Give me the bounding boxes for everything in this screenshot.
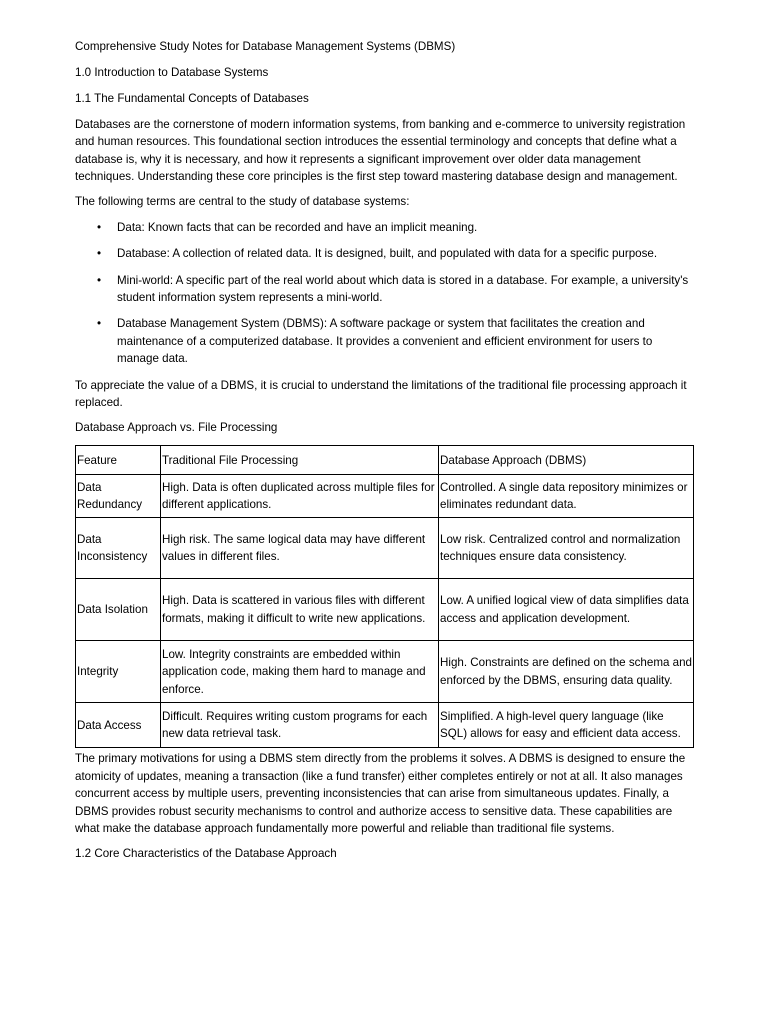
term-database: Database: A collection of related data. It is designed, built, and populated with data for a specific purpose.: [117, 247, 658, 261]
table-cell-feature: Data Inconsistency: [76, 518, 161, 579]
bullet-icon: •: [97, 247, 102, 261]
table-row: [76, 475, 694, 518]
term-data: Data: Known facts that can be recorded and have an implicit meaning.: [117, 220, 478, 234]
table-cell-dbms: High. Constraints are defined on the schema and enforced by the DBMS, ensuring data quality.: [439, 641, 694, 703]
term-dbms: Database Management System (DBMS): A software package or system that facilitates the creation and maintenance of a computerized database. It provides a convenient and efficient environment for users to manage data.: [117, 317, 653, 366]
table-header-row: [76, 446, 694, 475]
list-item: [75, 315, 695, 367]
section-heading-1-0: 1.0 Introduction to Database Systems: [75, 65, 269, 79]
section-heading-1-2: 1.2 Core Characteristics of the Database Approach: [75, 847, 337, 861]
table-row: [76, 703, 694, 748]
header-feature: Feature: [76, 446, 161, 475]
table-cell-file: High. Data is often duplicated across multiple files for different applications.: [161, 475, 439, 518]
header-database-approach: Database Approach (DBMS): [439, 446, 694, 475]
table-cell-dbms: Controlled. A single data repository minimizes or eliminates redundant data.: [439, 475, 694, 518]
table-row: [76, 579, 694, 641]
table-cell-file: High risk. The same logical data may have different values in different files.: [161, 518, 439, 579]
table-cell-feature: Data Redundancy: [76, 475, 161, 518]
table-cell-file: Low. Integrity constraints are embedded within application code, making them hard to manage and enforce.: [161, 641, 439, 703]
table-cell-file: Difficult. Requires writing custom programs for each new data retrieval task.: [161, 703, 439, 748]
comparison-table: [75, 445, 694, 748]
document-page: [75, 38, 695, 871]
table-cell-feature: Integrity: [76, 641, 161, 703]
transition-paragraph: To appreciate the value of a DBMS, it is crucial to understand the limitations of the traditional file processing approach it replaced.: [75, 378, 687, 409]
table-cell-dbms: Low risk. Centralized control and normalization techniques ensure data consistency.: [439, 518, 694, 579]
terms-list: [75, 219, 695, 368]
term-mini-world: Mini-world: A specific part of the real world about which data is stored in a database. For example, a university's student information system represents a mini-world.: [117, 273, 689, 304]
table-row: [76, 518, 694, 579]
table-caption: Database Approach vs. File Processing: [75, 421, 278, 435]
section-heading-1-1: 1.1 The Fundamental Concepts of Databases: [75, 91, 309, 105]
table-cell-dbms: Simplified. A high-level query language (like SQL) allows for easy and efficient data access.: [439, 703, 694, 748]
list-item: [75, 219, 695, 236]
intro-paragraph: Databases are the cornerstone of modern information systems, from banking and e-commerce to university registration and human resources. This foundational section introduces the essential terminology and concepts that define what a database is, why it is necessary, and how it represents a significant improvement over older data management techniques. Understanding these core principles is the first step toward mastering database design and management.: [75, 117, 686, 183]
table-cell-file: High. Data is scattered in various files with different formats, making it difficult to write new applications.: [161, 579, 439, 641]
table-cell-feature: Data Access: [76, 703, 161, 748]
table-row: [76, 641, 694, 703]
bullet-icon: •: [97, 317, 102, 331]
table-cell-dbms: Low. A unified logical view of data simplifies data access and application development.: [439, 579, 694, 641]
motivation-paragraph: The primary motivations for using a DBMS stem directly from the problems it solves. A DBMS is designed to ensure the atomicity of updates, meaning a transaction (like a fund transfer) either completes entirely or not at all. It also manages concurrent access by multiple users, preventing inconsistencies that can arise from simultaneous updates. Finally, a DBMS provides robust security mechanisms to control and authorize access to sensitive data. These capabilities are what make the database approach fundamentally more powerful and reliable than traditional file systems.: [75, 752, 686, 835]
document-title: Comprehensive Study Notes for Database Management Systems (DBMS): [75, 40, 456, 53]
header-file-processing: Traditional File Processing: [161, 446, 439, 475]
list-item: [75, 245, 695, 262]
list-item: [75, 272, 695, 307]
bullet-icon: •: [97, 273, 102, 287]
terms-intro: The following terms are central to the study of database systems:: [75, 195, 410, 209]
bullet-icon: •: [97, 220, 102, 234]
table-cell-feature: Data Isolation: [76, 579, 161, 641]
